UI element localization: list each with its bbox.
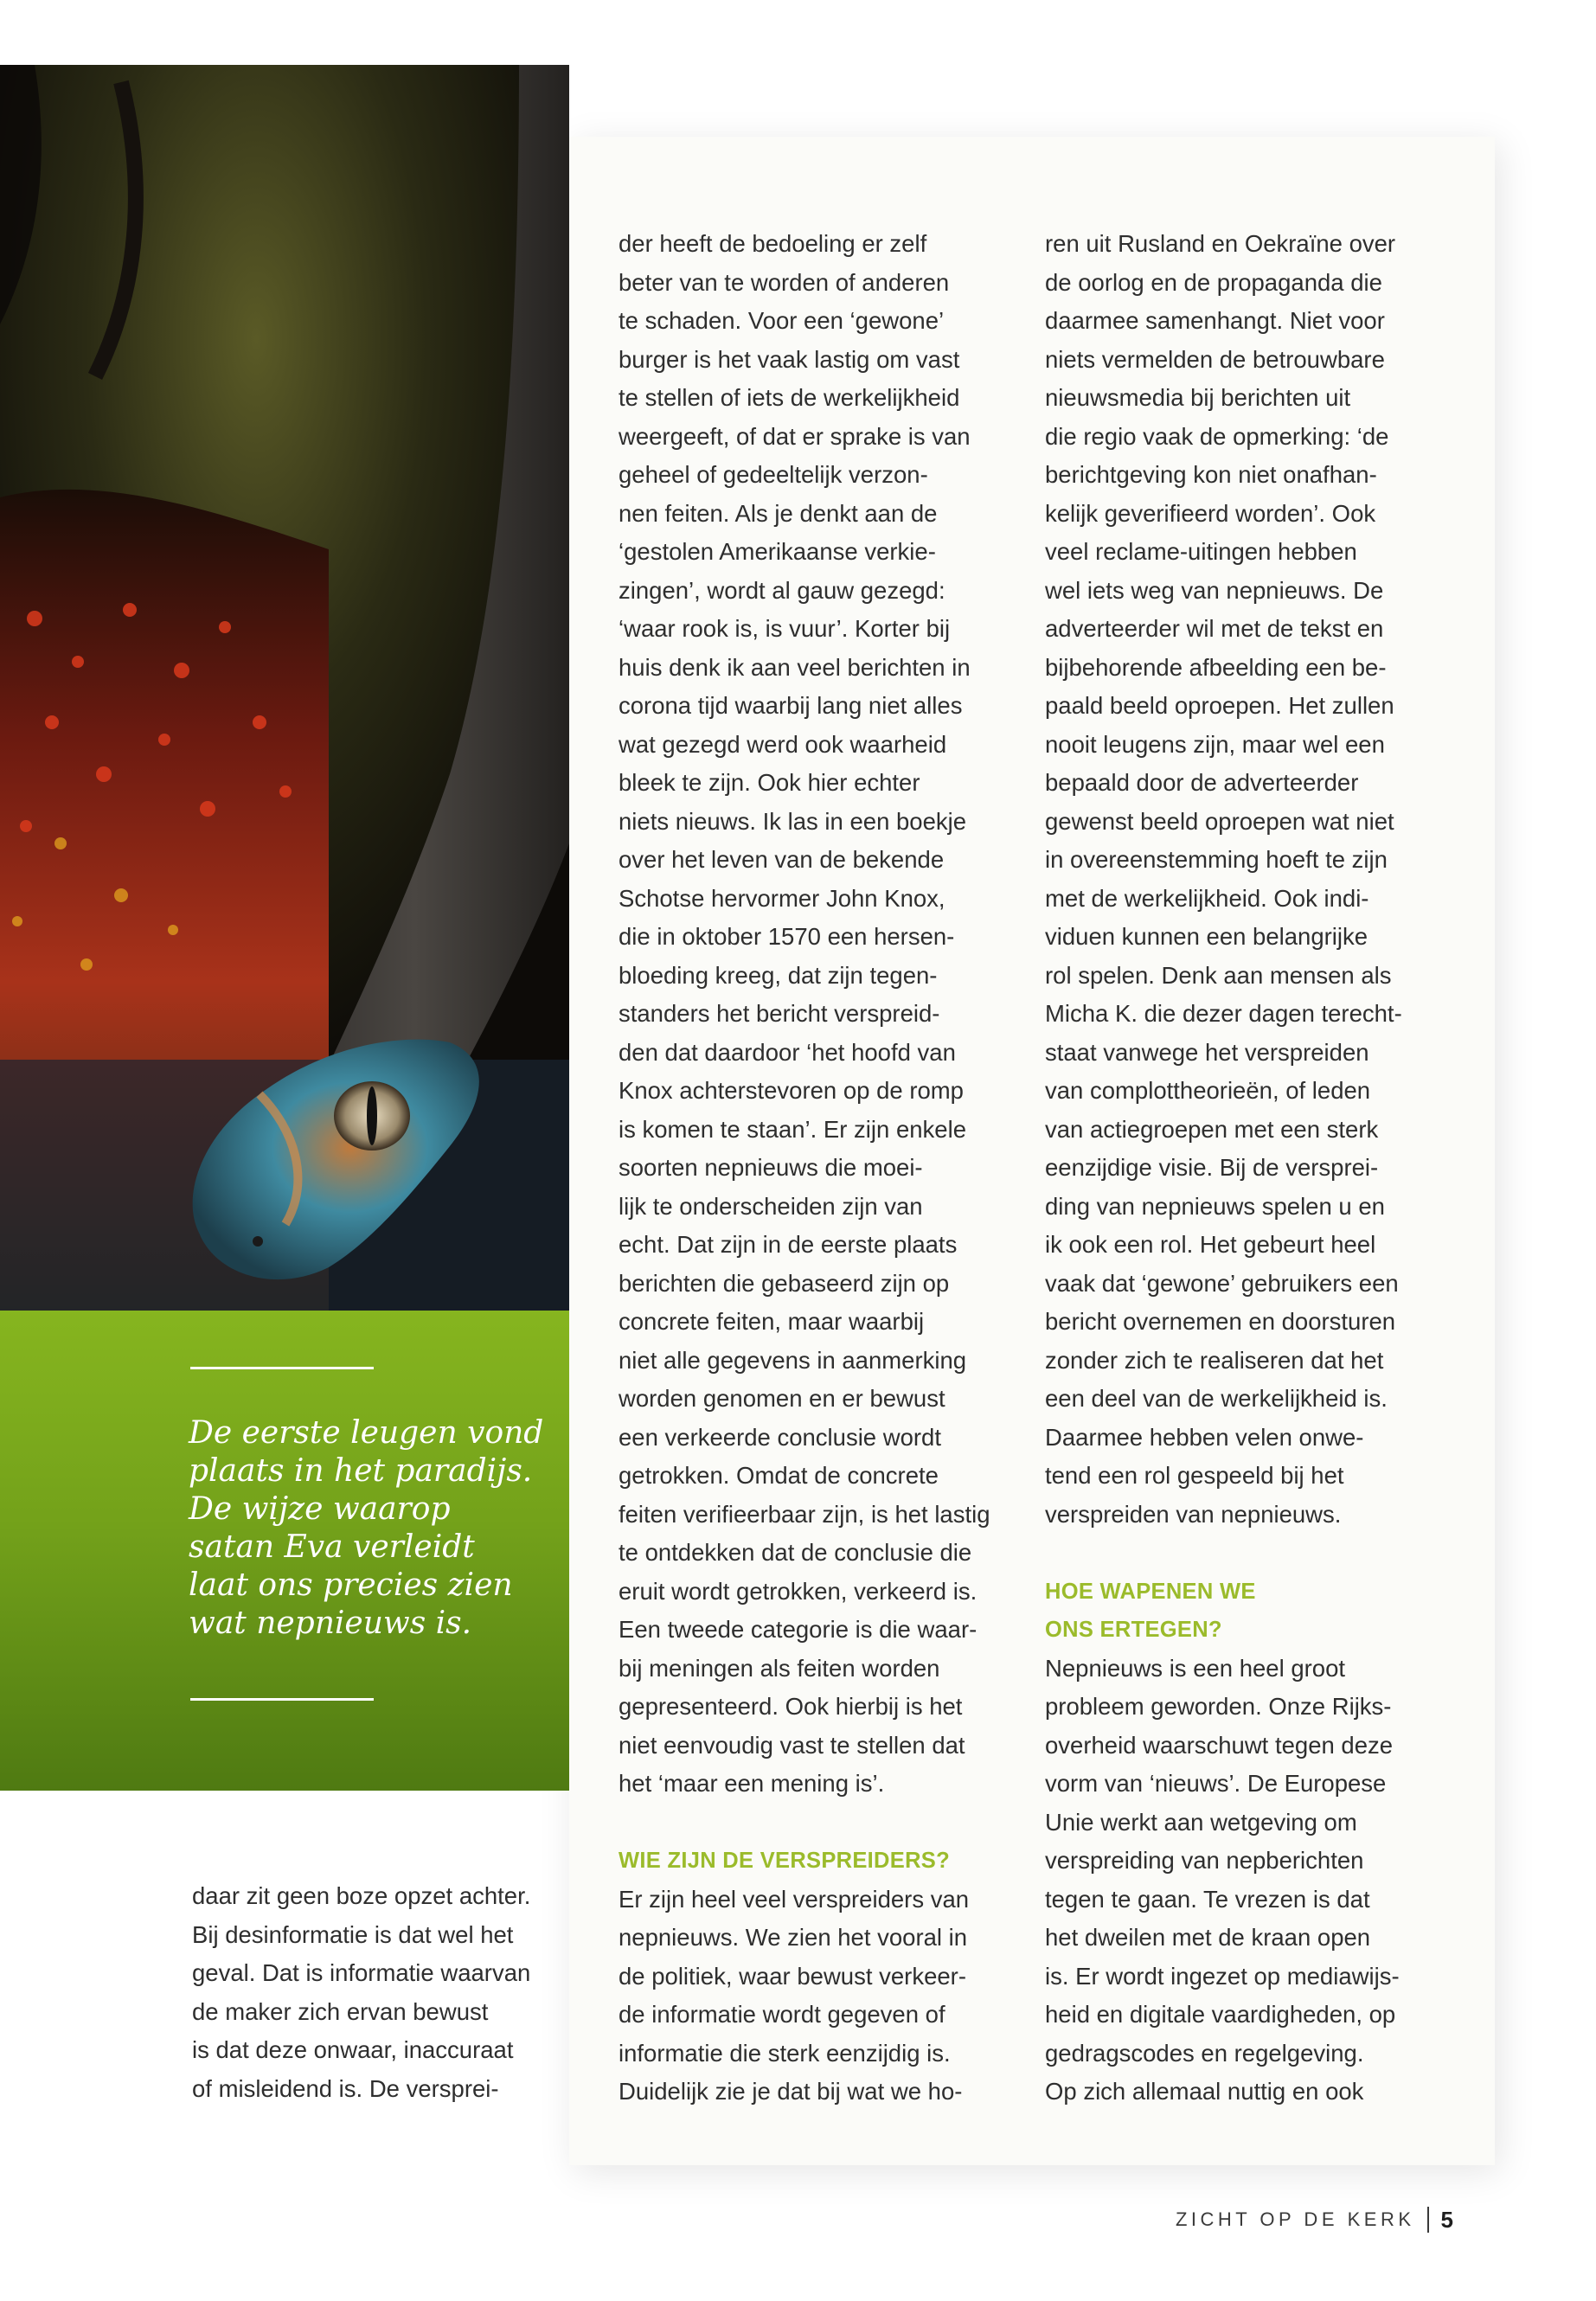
text-line: nooit leugens zijn, maar wel een xyxy=(1045,730,1385,758)
text-line: echt. Dat zijn in de eerste plaats xyxy=(619,1231,958,1258)
text-line: Een tweede categorie is die waar- xyxy=(619,1616,977,1643)
text-line: tegen te gaan. Te vrezen is dat xyxy=(1045,1885,1370,1913)
text-line: Unie werkt aan wetgeving om xyxy=(1045,1808,1357,1836)
text-line: der heeft de bedoeling er zelf xyxy=(619,230,927,257)
text-line: Daarmee hebben velen onwe- xyxy=(1045,1423,1364,1451)
text-line: weergeeft, of dat er sprake is van xyxy=(619,422,971,450)
quote-line: wat nepnieuws is. xyxy=(189,1606,472,1641)
text-line: te schaden. Voor een ‘gewone’ xyxy=(619,307,945,334)
text-line: wel iets weg van nepnieuws. De xyxy=(1045,576,1384,604)
text-line: te stellen of iets de werkelijkheid xyxy=(619,384,960,411)
quote-line: plaats in het paradijs. xyxy=(189,1453,533,1489)
text-line: bij meningen als feiten worden xyxy=(619,1654,940,1682)
text-line: die regio vaak de opmerking: ‘de xyxy=(1045,422,1389,450)
text-line: getrokken. Omdat de concrete xyxy=(619,1462,939,1489)
text-line: de maker zich ervan bewust xyxy=(192,1997,489,2025)
paragraph xyxy=(1045,225,1460,1534)
text-line: gepresenteerd. Ook hierbij is het xyxy=(619,1693,963,1720)
section-heading: HOE WAPENEN WE xyxy=(1045,1579,1256,1604)
text-line: informatie die sterk eenzijdig is. xyxy=(619,2039,951,2067)
text-line: de informatie wordt gegeven of xyxy=(619,2001,945,2028)
text-line: daar zit geen boze opzet achter. xyxy=(192,1882,531,1909)
text-line: soorten nepnieuws die moei- xyxy=(619,1154,923,1181)
text-line: ik ook een rol. Het gebeurt heel xyxy=(1045,1231,1376,1258)
text-line: Schotse hervormer John Knox, xyxy=(619,884,945,912)
magazine-name: ZICHT OP DE KERK xyxy=(1175,2208,1415,2230)
text-line: ding van nepnieuws spelen u en xyxy=(1045,1192,1385,1220)
quote-rule-top xyxy=(190,1367,374,1369)
text-line: bepaald door de adverteerder xyxy=(1045,769,1359,796)
text-line: den dat daardoor ‘het hoofd van xyxy=(619,1038,956,1066)
text-line: is. Er wordt ingezet op mediawijs- xyxy=(1045,1962,1400,1990)
quote-rule-bottom xyxy=(190,1698,374,1701)
text-line: van complottheorieën, of leden xyxy=(1045,1077,1371,1104)
text-column-1 xyxy=(192,1877,607,2108)
text-line: burger is het vaak lastig om vast xyxy=(619,345,960,373)
text-line: over het leven van de bekende xyxy=(619,846,945,873)
text-line: te ontdekken dat de conclusie die xyxy=(619,1539,972,1566)
text-line: staat vanwege het verspreiden xyxy=(1045,1038,1369,1066)
text-line: huis denk ik aan veel berichten in xyxy=(619,653,971,681)
text-line: niets vermelden de betrouwbare xyxy=(1045,345,1385,373)
text-line: ‘waar rook is, is vuur’. Korter bij xyxy=(619,615,951,642)
quote-line: De wijze waarop xyxy=(189,1491,451,1527)
text-line: is dat deze onwaar, inaccuraat xyxy=(192,2036,514,2063)
text-line: geval. Dat is informatie waarvan xyxy=(192,1959,531,1986)
text-line: ren uit Rusland en Oekraïne over xyxy=(1045,230,1396,257)
page-number: 5 xyxy=(1440,2206,1453,2233)
text-line: van actiegroepen met een sterk xyxy=(1045,1115,1379,1143)
text-line: nen feiten. Als je denkt aan de xyxy=(619,499,938,527)
text-column-3 xyxy=(1045,225,1460,2112)
text-line: het ‘maar een mening is’. xyxy=(619,1770,885,1797)
text-line: met de werkelijkheid. Ook indi- xyxy=(1045,884,1369,912)
text-line: nieuwsmedia bij berichten uit xyxy=(1045,384,1351,411)
text-line: vaak dat ‘gewone’ gebruikers een xyxy=(1045,1269,1399,1297)
text-line: Duidelijk zie je dat bij wat we ho- xyxy=(619,2078,963,2105)
text-line: bericht overnemen en doorsturen xyxy=(1045,1308,1396,1335)
text-line: feiten verifieerbaar zijn, is het lastig xyxy=(619,1500,990,1528)
text-line: veel reclame-uitingen hebben xyxy=(1045,538,1357,565)
text-line: overheid waarschuwt tegen deze xyxy=(1045,1731,1394,1759)
serpent-in-garden-image xyxy=(0,65,569,1311)
text-line: probleem geworden. Onze Rijks- xyxy=(1045,1693,1392,1720)
text-line: gewenst beeld oproepen wat niet xyxy=(1045,807,1394,835)
text-line: zonder zich te realiseren dat het xyxy=(1045,1346,1384,1374)
text-line: kelijk geverifieerd worden’. Ook xyxy=(1045,499,1376,527)
text-line: beter van te worden of anderen xyxy=(619,268,950,296)
text-line: eruit wordt getrokken, verkeerd is. xyxy=(619,1577,977,1605)
text-line: Knox achterstevoren op de romp xyxy=(619,1077,964,1104)
text-line: niet alle gegevens in aanmerking xyxy=(619,1346,967,1374)
text-line: in overeenstemming hoeft te zijn xyxy=(1045,846,1388,873)
text-line: worden genomen en er bewust xyxy=(619,1385,945,1412)
text-line: bleek te zijn. Ook hier echter xyxy=(619,769,920,796)
text-line: gedragscodes en regelgeving. xyxy=(1045,2039,1364,2067)
text-line: Micha K. die dezer dagen terecht- xyxy=(1045,1000,1402,1027)
text-line: niets nieuws. Ik las in een boekje xyxy=(619,807,967,835)
section-heading: ONS ERTEGEN? xyxy=(1045,1618,1222,1642)
text-line: bloeding kreeg, dat zijn tegen- xyxy=(619,961,938,989)
page-footer xyxy=(1159,2204,1453,2235)
text-line: een verkeerde conclusie wordt xyxy=(619,1423,941,1451)
text-line: die in oktober 1570 een hersen- xyxy=(619,923,955,950)
text-column-2 xyxy=(619,225,1034,2112)
text-line: wat gezegd werd ook waarheid xyxy=(619,730,947,758)
text-line: Er zijn heel veel verspreiders van xyxy=(619,1885,970,1913)
text-line: corona tijd waarbij lang niet alles xyxy=(619,692,963,719)
text-line: lijk te onderscheiden zijn van xyxy=(619,1192,923,1220)
text-line: bijbehorende afbeelding een be- xyxy=(1045,653,1387,681)
text-line: of misleidend is. De versprei- xyxy=(192,2074,499,2102)
text-line: berichten die gebaseerd zijn op xyxy=(619,1269,950,1297)
section-heading: WIE ZIJN DE VERSPREIDERS? xyxy=(619,1849,950,1873)
text-line: berichtgeving kon niet onafhan- xyxy=(1045,461,1377,488)
text-line: een deel van de werkelijkheid is. xyxy=(1045,1385,1388,1412)
text-line: heid en digitale vaardigheden, op xyxy=(1045,2001,1396,2028)
text-line: is komen te staan’. Er zijn enkele xyxy=(619,1115,966,1143)
text-line: zingen’, wordt al gauw gezegd: xyxy=(619,576,945,604)
text-line: adverteerder wil met de tekst en xyxy=(1045,615,1384,642)
text-line: de oorlog en de propaganda die xyxy=(1045,268,1382,296)
paragraph xyxy=(192,1877,607,2108)
text-line: verspreiding van nepberichten xyxy=(1045,1847,1364,1874)
quote-line: laat ons precies zien xyxy=(189,1567,513,1603)
paragraph xyxy=(1045,1650,1460,2112)
text-line: Op zich allemaal nuttig en ook xyxy=(1045,2078,1364,2105)
text-line: tend een rol gespeeld bij het xyxy=(1045,1462,1344,1489)
paragraph xyxy=(619,225,1034,1804)
text-line: de politiek, waar bewust verkeer- xyxy=(619,1962,966,1990)
text-line: rol spelen. Denk aan mensen als xyxy=(1045,961,1392,989)
text-line: Nepnieuws is een heel groot xyxy=(1045,1654,1346,1682)
text-line: verspreiden van nepnieuws. xyxy=(1045,1500,1342,1528)
text-line: niet eenvoudig vast te stellen dat xyxy=(619,1731,965,1759)
text-line: paald beeld oproepen. Het zullen xyxy=(1045,692,1394,719)
paragraph xyxy=(619,1881,1034,2112)
text-line: viduen kunnen een belangrijke xyxy=(1045,923,1368,950)
text-line: daarmee samenhangt. Niet voor xyxy=(1045,307,1385,334)
text-line: concrete feiten, maar waarbij xyxy=(619,1308,925,1335)
text-line: standers het bericht verspreid- xyxy=(619,1000,940,1027)
text-line: ‘gestolen Amerikaanse verkie- xyxy=(619,538,936,565)
pull-quote xyxy=(189,1414,543,1643)
text-line: het dweilen met de kraan open xyxy=(1045,1924,1371,1951)
pull-quote-box xyxy=(0,1311,569,1791)
text-line: nepnieuws. We zien het vooral in xyxy=(619,1924,968,1951)
footer-divider xyxy=(1427,2207,1429,2233)
text-line: geheel of gedeeltelijk verzon- xyxy=(619,461,928,488)
text-line: Bij desinformatie is dat wel het xyxy=(192,1920,514,1948)
quote-line: satan Eva verleidt xyxy=(189,1529,475,1565)
text-line: vorm van ‘nieuws’. De Europese xyxy=(1045,1770,1387,1797)
quote-line: De eerste leugen vond xyxy=(189,1415,544,1451)
text-line: eenzijdige visie. Bij de versprei- xyxy=(1045,1154,1379,1181)
